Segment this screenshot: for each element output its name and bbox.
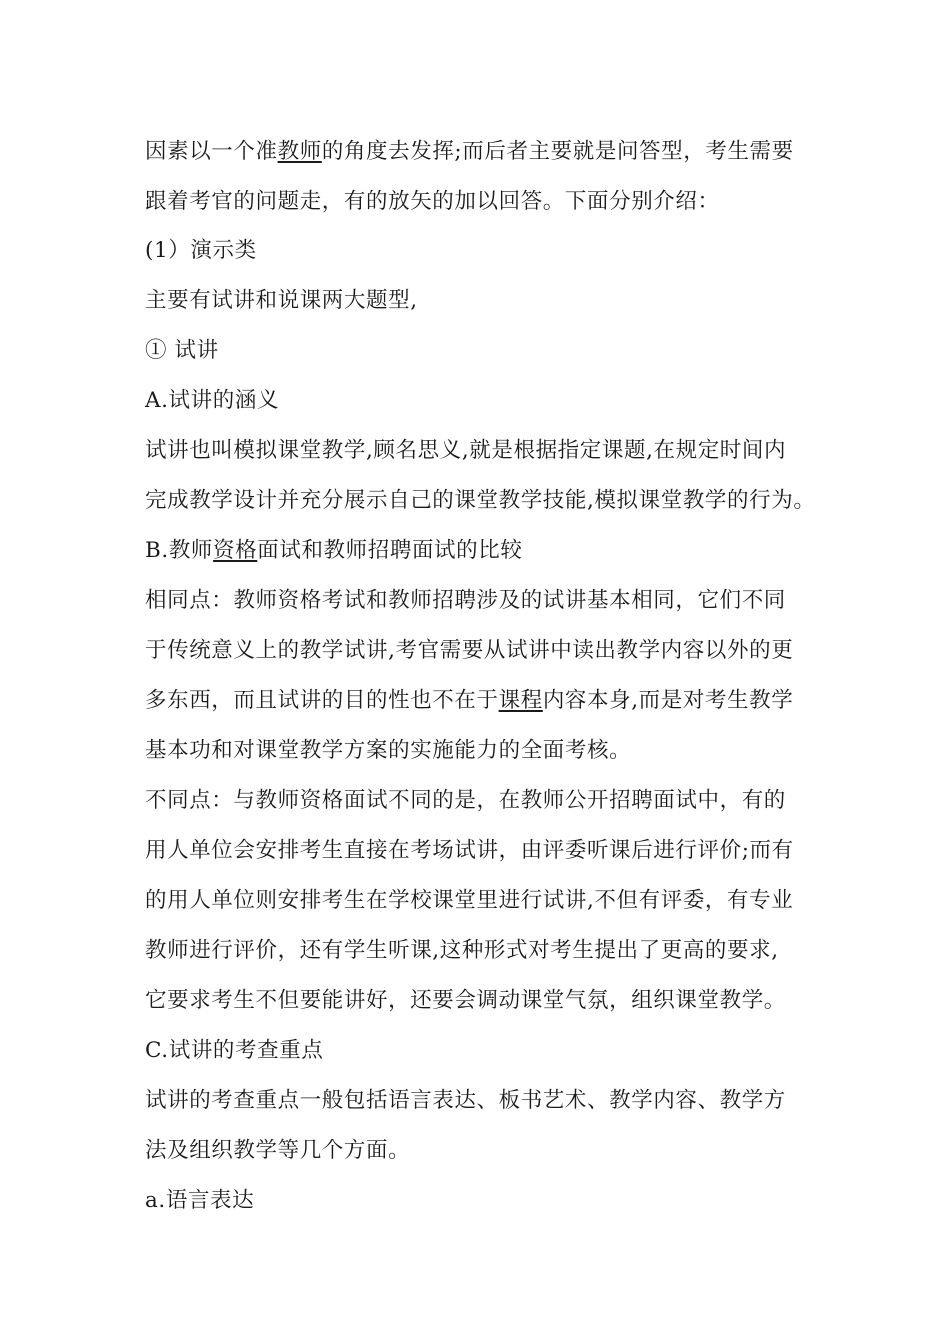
paragraph-line: 于传统意义上的教学试讲,考官需要从试讲中读出教学内容以外的更: [145, 638, 794, 663]
subsection-heading: a.语言表达: [145, 1188, 255, 1213]
paragraph-line: 的用人单位则安排考生在学校课堂里进行试讲,不但有评委，有专业: [145, 888, 794, 913]
paragraph-line: 教师进行评价，还有学生听课,这种形式对考生提出了更高的要求,: [145, 938, 779, 963]
link-qualification[interactable]: 资格: [213, 538, 258, 563]
link-teacher[interactable]: 教师: [277, 139, 322, 164]
paragraph-line: 试讲的考查重点一般包括语言表达、板书艺术、教学内容、教学方: [145, 1088, 786, 1113]
paragraph-line: 不同点：与教师资格面试不同的是，在教师公开招聘面试中，有的: [145, 788, 786, 813]
text-run: B.教师: [145, 538, 214, 563]
paragraph-line: 它要求考生不但要能讲好，还要会调动课堂气氛，组织课堂教学。: [145, 988, 786, 1013]
text-run: 面试和教师招聘面试的比较: [257, 538, 523, 563]
subsection-heading: ① 试讲: [145, 338, 219, 363]
subsection-heading: A.试讲的涵义: [145, 388, 280, 413]
paragraph-line: 完成教学设计并充分展示自己的课堂教学技能,模拟课堂教学的行为。: [145, 488, 816, 513]
paragraph-line: 主要有试讲和说课两大题型,: [145, 288, 418, 313]
text-run: 内容本身,而是对考生教学: [542, 688, 794, 713]
paragraph-line: 基本功和对课堂教学方案的实施能力的全面考核。: [145, 738, 632, 763]
text-run: 因素以一个准: [145, 139, 278, 164]
paragraph-line: 试讲也叫模拟课堂教学,顾名思义,就是根据指定课题,在规定时间内: [145, 438, 787, 463]
paragraph-line: 跟着考官的问题走，有的放矢的加以回答。下面分别介绍：: [145, 189, 720, 214]
subsection-heading: [145, 536, 522, 566]
text-run: 多东西，而且试讲的目的性也不在于: [145, 688, 499, 713]
link-course[interactable]: 课程: [498, 688, 543, 713]
paragraph-line: 法及组织教学等几个方面。: [145, 1138, 411, 1163]
paragraph-line: [145, 137, 794, 167]
section-heading: (1）演示类: [145, 238, 257, 263]
paragraph-line: 用人单位会安排考生直接在考场试讲，由评委听课后进行评价;而有: [145, 838, 794, 863]
paragraph-line: [145, 686, 793, 716]
text-run: 的角度去发挥;而后者主要就是问答型，考生需要: [321, 139, 794, 164]
subsection-heading: C.试讲的考查重点: [145, 1038, 324, 1063]
paragraph-line: 相同点：教师资格考试和教师招聘涉及的试讲基本相同，它们不同: [145, 588, 786, 613]
